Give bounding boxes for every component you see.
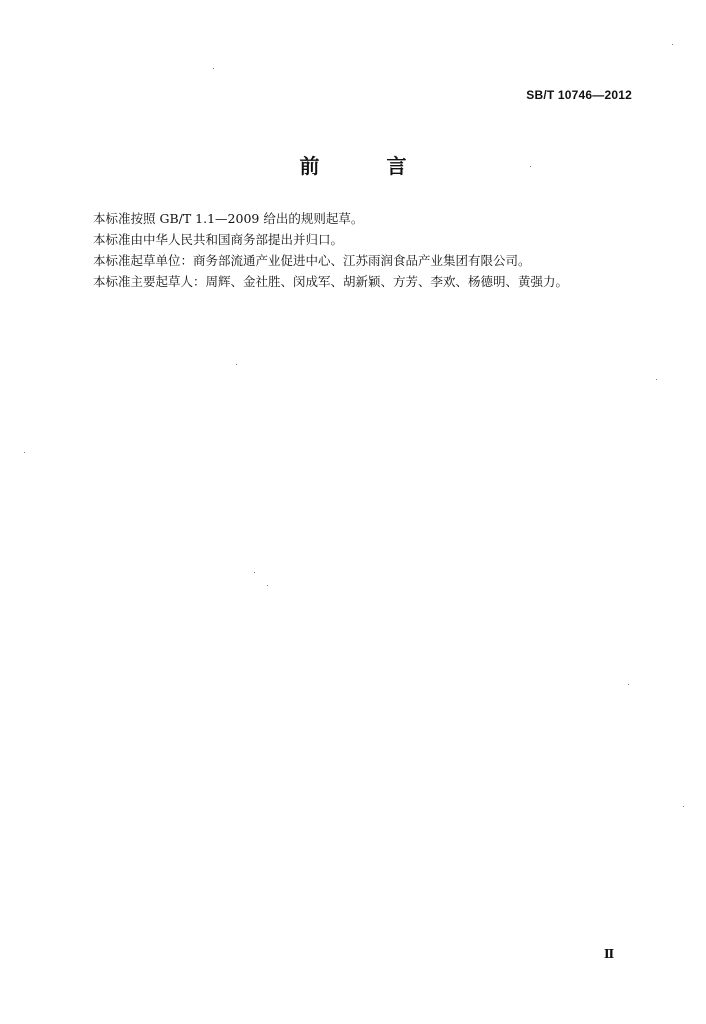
- page-title: 前 言: [299, 154, 437, 178]
- scan-speck: [267, 585, 268, 586]
- scan-speck: [683, 806, 684, 807]
- paragraph-drafters: 本标准主要起草人：周辉、金社胜、闵成军、胡新颖、方芳、李欢、杨德明、黄强力。: [93, 274, 569, 289]
- scan-speck: [530, 166, 531, 167]
- scan-speck: [628, 684, 629, 685]
- scan-speck: [213, 68, 214, 69]
- paragraph-drafting-rules: 本标准按照 GB/T 1.1—2009 给出的规则起草。: [93, 211, 364, 226]
- scan-speck: [254, 572, 255, 573]
- paragraph-proposer: 本标准由中华人民共和国商务部提出并归口。: [93, 232, 344, 247]
- scan-speck: [24, 452, 25, 453]
- scan-speck: [656, 379, 657, 380]
- scan-speck: [236, 364, 237, 365]
- standard-code: SB/T 10746—2012: [526, 88, 632, 102]
- scan-speck: [672, 44, 673, 45]
- paragraph-drafting-units: 本标准起草单位：商务部流通产业促进中心、江苏雨润食品产业集团有限公司。: [93, 253, 531, 268]
- page-number: Ⅱ: [604, 947, 615, 961]
- document-body: [93, 208, 633, 292]
